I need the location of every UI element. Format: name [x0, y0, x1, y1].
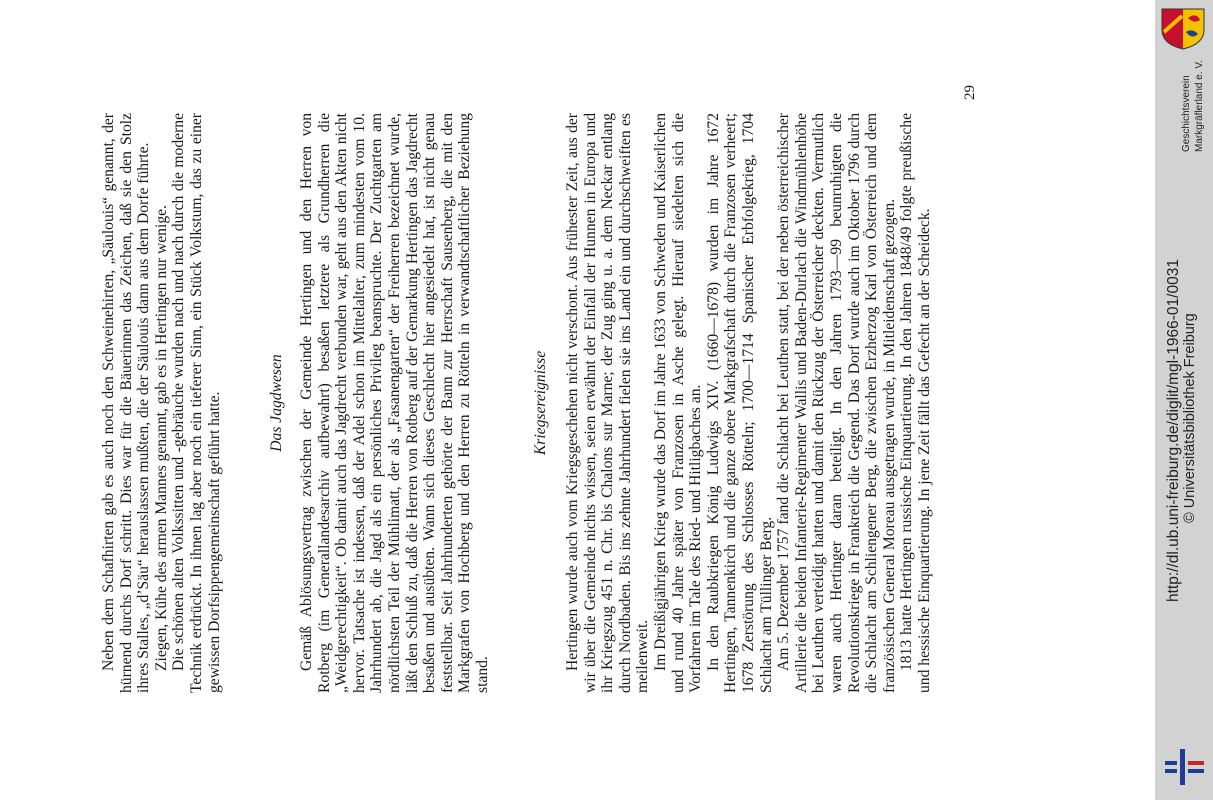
copyright-text: © Universitätsbibliothek Freiburg	[1182, 313, 1198, 523]
paragraph-leuthen: Am 5. Dezember 1757 fand die Schlacht bei Leuthen statt, bei der neben österreichischer Artillerie die beiden Infanterie-Regimenter Wallis und Baden-Durlach die Windmühlenhöhe bei Leuthen verteidigt hatten und damit den Rückzug der Österreicher deckten. Vermutlich waren auch Hertinger daran beteiligt. In den Jahren 1793—99 beunruhigten die Revolutionskriege in Frankreich die Gegend. Das Dorf wurde auch im Oktober 1796 durch die Schlacht am Schliengener Berg, die zwischen Erzherzog Karl von Österreich und dem französischen General Moreau ausgetragen wurde, in Mitleidenschaft gezogen.	[775, 113, 898, 693]
society-name-line-2: Markgräflerland e. V.	[1194, 60, 1205, 152]
paragraph-ziegen: Ziegen, Kühe des armen Mannes genannt, gab es in Hertingen nur wenige.	[152, 205, 170, 671]
text-block-jagdwesen	[298, 113, 492, 693]
paragraph-dreissigjaehriger-krieg: Im Dreißigjährigen Krieg wurde das Dorf im Jahre 1633 von Schweden und Kaiserlichen und rund 40 Jahre später von Franzosen in Asche gelegt. Hierauf siedelten sich die Vorfahren im Tale des Ried- und Hitligbaches an.	[651, 113, 705, 693]
heading-jagdwesen: Das Jagdwesen	[268, 354, 285, 452]
url-link[interactable]: http://dl.ub.uni-freiburg.de/diglit/mgl-1966-01/0031	[1165, 259, 1182, 602]
paragraph-jagdrecht: Gemäß Ablösungsvertrag zwischen der Gemeinde Hertingen und den Herren von Rotberg (im Generallandesarchiv aufbewahrt) besaßen letztere als Grundherren die „Weidgerechtigkeit“. Ob damit auch das Jagdrecht verbunden war, geht aus den Akten nicht hervor. Tatsache ist indessen, daß der Adel schon im Mittelalter, zum mindesten vom 10. Jahrhundert ab, die Jagd als ein persönliches Privileg beanspruchte. Der Zuchtgarten am nördlichsten Teil der Mühlimatt, der als „Fasanengarten“ der Freiherren bezeichnet wurde, läßt den Schluß zu, daß die Herren von Rotberg auf der Gemarkung Hertingen das Jagdrecht besaßen und ausübten. Wann sich dieses Geschlecht hier angesiedelt hat, ist nicht genau feststellbar. Seit Jahrhunderten gehörte der Bann zur Herrschaft Sausenberg, die mit den Markgrafen von Hochberg und den Herren zu Rötteln in verwandtschaftlicher Beziehung stand.	[298, 113, 491, 693]
university-library-logo-icon	[1163, 747, 1207, 787]
text-block-intro	[100, 113, 223, 693]
paragraph-volkssitten: Die schönen alten Volkssitten und -gebräuche wurden nach und nach durch die moderne Technik erdrückt. In ihnen lag aber noch ein tieferer Sinn, ein Stück Volkstum, das zu einer gewissen Dorfsippengemeinschaft geführt hatte.	[170, 113, 223, 693]
paragraph-schweinehirt: Neben dem Schafhirten gab es auch noch den Schweinehirten, „Säulouis“ genannt, der hürnend durchs Dorf schritt. Dies war für die Bäuerinnen das Zeichen, daß sie den Stolz ihres Stalles, „d’Säu“ herauslassen mußten, die der Säulouis dann aus dem Dorfe führte.	[100, 113, 153, 693]
society-crest-icon	[1158, 6, 1208, 51]
text-block-krieg	[564, 113, 933, 693]
page-number: 29	[962, 85, 978, 100]
heading-kriegsereignisse: Kriegsereignisse	[532, 350, 549, 456]
paragraph-einquartierung: 1813 hatte Hertingen russische Einquartierung. In den Jahren 1848/49 folgte preußische und hessische Einquartierung. In jene Zeit fällt das Gefecht an der Scheideck.	[898, 113, 933, 693]
paragraph-hunnen: Hertingen wurde auch vom Kriegsgeschehen nicht verschont. Aus frühester Zeit, aus der wir über die Gemeinde nichts wissen, seien erwähnt der Einfall der Hunnen in Europa und ihr Kriegszug 451 n. Chr. bis Chalons sur Marne; der Zug ging u. a. dem Neckar entlang durch Nordbaden. Bis ins zehnte Jahrhundert fielen sie ins Land ein und durchschweiften es meilenweit.	[564, 113, 652, 693]
paragraph-raubkriege: In den Raubkriegen König Ludwigs XIV. (1660—1678) wurden im Jahre 1672 Hertingen, Tannenkirch und die ganze obere Markgrafschaft durch die Franzosen verheert; 1678 Zerstörung des Schlosses Rötteln; 1700—1714 Spanischer Erbfolgekrieg, 1704 Schlacht am Tüllinger Berg.	[704, 113, 775, 693]
society-name-line-1: Geschichtsverein	[1181, 75, 1192, 152]
